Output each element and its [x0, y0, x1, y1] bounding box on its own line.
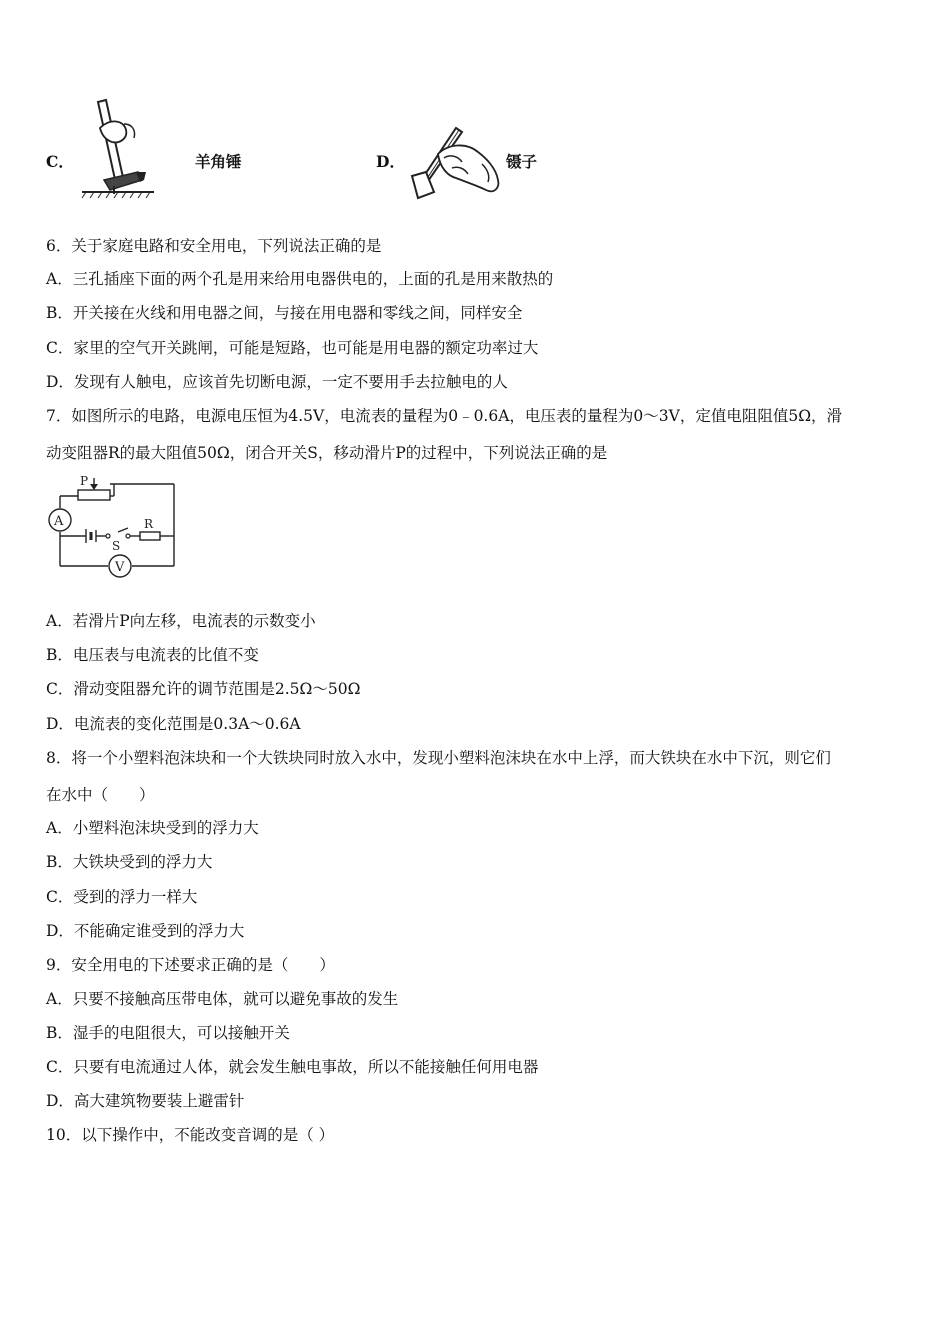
- q10-stem: 10．以下操作中，不能改变音调的是（ ）: [46, 1126, 335, 1144]
- circuit-label-r: R: [144, 517, 154, 531]
- circuit-label-s: S: [112, 539, 121, 553]
- q7-option-b: B．电压表与电流表的比值不变: [46, 646, 259, 664]
- option-c-letter: C．: [46, 152, 74, 171]
- q9-stem: 9．安全用电的下述要求正确的是（ ）: [46, 956, 335, 974]
- q8-option-b: B．大铁块受到的浮力大: [46, 853, 213, 871]
- option-d-letter: D．: [376, 152, 405, 171]
- q8-option-d: D．不能确定谁受到的浮力大: [46, 922, 245, 940]
- q6-stem: 6．关于家庭电路和安全用电，下列说法正确的是: [46, 237, 382, 255]
- option-c-label: 羊角锤: [195, 152, 242, 171]
- q6-option-b: B．开关接在火线和用电器之间，与接在用电器和零线之间，同样安全: [46, 304, 523, 322]
- circuit-label-a: A: [54, 514, 64, 529]
- q7-option-c: C．滑动变阻器允许的调节范围是2.5Ω～50Ω: [46, 680, 361, 698]
- q6-option-c: C．家里的空气开关跳闸，可能是短路，也可能是用电器的额定功率过大: [46, 339, 539, 357]
- q6-option-d: D．发现有人触电，应该首先切断电源，一定不要用手去拉触电的人: [46, 373, 508, 391]
- circuit-label-p: P: [80, 474, 89, 488]
- q8-option-c: C．受到的浮力一样大: [46, 888, 198, 906]
- q8-option-a: A．小塑料泡沫块受到的浮力大: [46, 819, 259, 837]
- q9-option-a: A．只要不接触高压带电体，就可以避免事故的发生: [46, 990, 399, 1008]
- q7-stem-line2: 动变阻器R的最大阻值50Ω，闭合开关S，移动滑片P的过程中，下列说法正确的是: [46, 444, 608, 462]
- q9-option-c: C．只要有电流通过人体，就会发生触电事故，所以不能接触任何用电器: [46, 1058, 539, 1076]
- q8-stem-line2: 在水中（ ）: [46, 786, 155, 804]
- q7-option-d: D．电流表的变化范围是0.3A～0.6A: [46, 715, 301, 733]
- tweezers-illustration: [404, 124, 504, 204]
- q7-stem-line1: 7．如图所示的电路，电源电压恒为4.5V，电流表的量程为0﹣0.6A，电压表的量程为0～3V，定值电阻阻值5Ω，滑: [46, 407, 843, 425]
- q9-option-b: B．湿手的电阻很大，可以接触开关: [46, 1024, 290, 1042]
- option-d-label: 镊子: [506, 152, 538, 171]
- q7-option-a: A．若滑片P向左移，电流表的示数变小: [46, 612, 316, 630]
- claw-hammer-illustration: [78, 98, 158, 202]
- circuit-label-v: V: [115, 560, 125, 575]
- circuit-diagram: [44, 474, 184, 584]
- q8-stem-line1: 8．将一个小塑料泡沫块和一个大铁块同时放入水中，发现小塑料泡沫块在水中上浮，而大铁块在水中下沉，则它们: [46, 749, 831, 767]
- q9-option-d: D．高大建筑物要装上避雷针: [46, 1092, 245, 1110]
- q6-option-a: A．三孔插座下面的两个孔是用来给用电器供电的，上面的孔是用来散热的: [46, 270, 554, 288]
